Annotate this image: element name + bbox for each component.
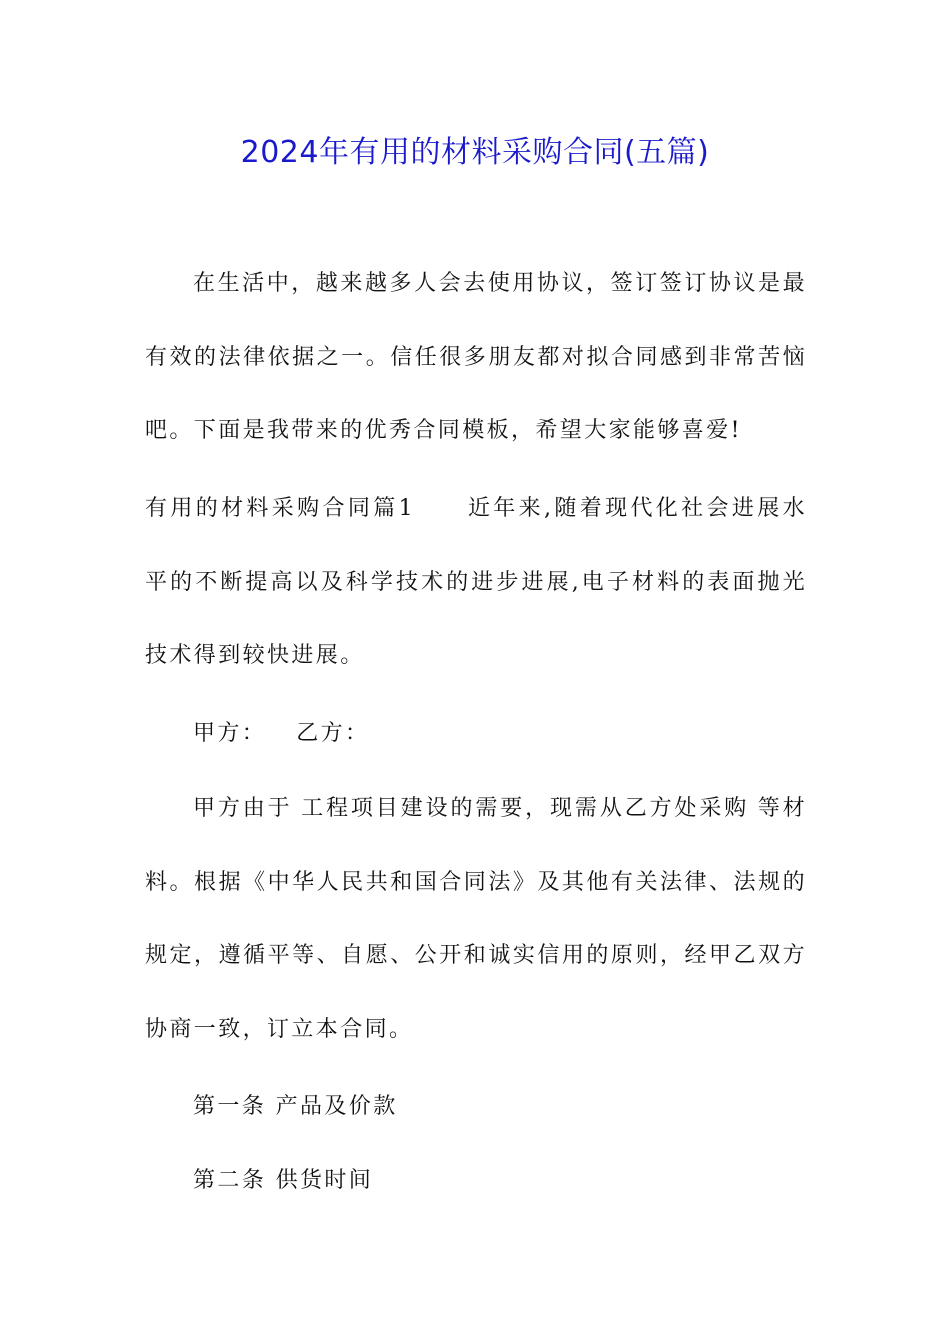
- purpose-part2: 工程项目建设的需要，现需从乙方处采购: [300, 796, 750, 821]
- article-1-heading: 第一条 产品及价款: [193, 1094, 398, 1119]
- purpose-paragraph: [145, 772, 807, 1066]
- party-b-label: 乙方：: [296, 721, 370, 746]
- intro-paragraph: 在生活中，越来越多人会去使用协议，签订签订协议是最有效的法律依据之一。信任很多朋友都对拟合同感到非常苦恼吧。下面是我带来的优秀合同模板，希望大家能够喜爱!: [145, 271, 807, 443]
- document-title: 2024年有用的材料采购合同(五篇): [240, 135, 710, 170]
- purpose-part3: 等材料。根据《中华人民共和国合同法》及其他有关法律、法规的规定，遵循平等、自愿、公开和诚实信用的原则，经甲乙双方协商一致，订立本合同。: [145, 796, 807, 1042]
- article-2-heading: 第二条 供货时间: [193, 1168, 374, 1193]
- parties-line: [145, 697, 807, 771]
- party-a-label: 甲方：: [193, 721, 267, 746]
- section1-heading: 有用的材料采购合同篇1: [145, 496, 415, 521]
- purpose-part1: 甲方由于: [193, 796, 293, 821]
- section1-paragraph: [145, 472, 807, 693]
- section1-text: 近年来,随着现代化社会进展水平的不断提高以及科学技术的进步进展,电子材料的表面抛光技术得到较快进展。: [145, 496, 807, 668]
